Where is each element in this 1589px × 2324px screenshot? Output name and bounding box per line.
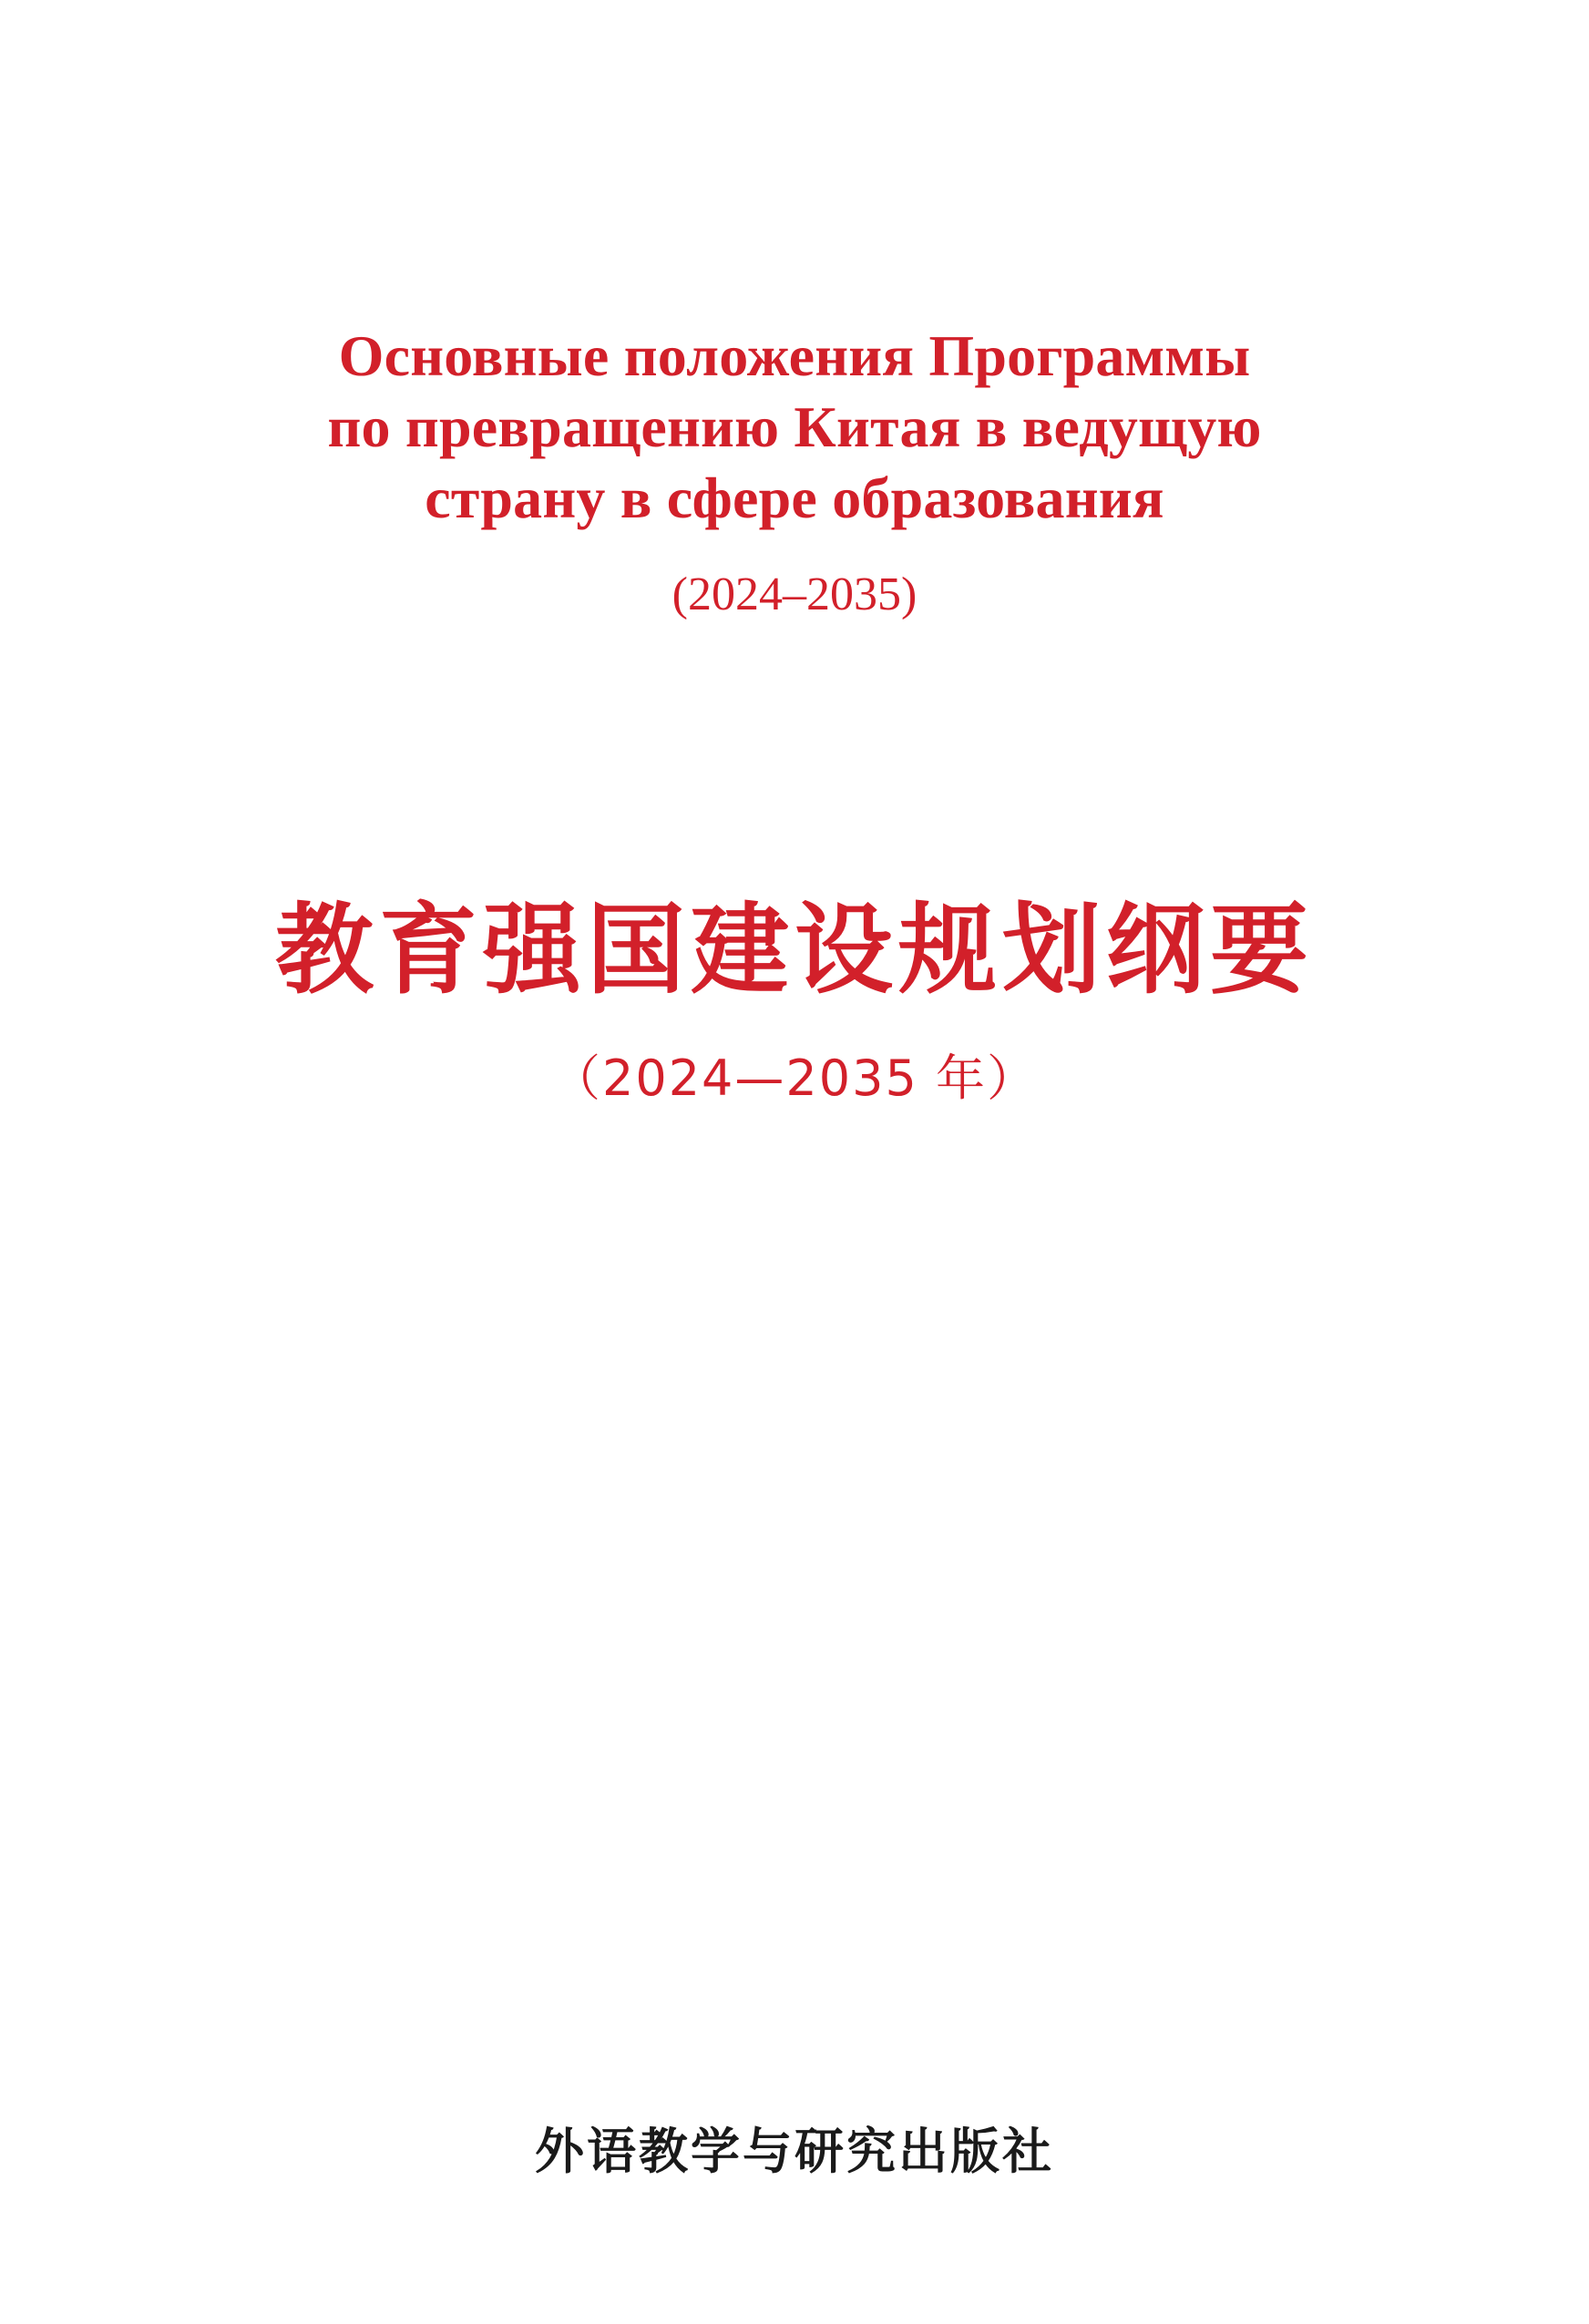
chinese-title-block <box>0 893 1589 1110</box>
russian-title-block <box>0 321 1589 620</box>
russian-year-range: (2024–2035) <box>671 568 918 621</box>
russian-title-line-1: Основные положения Программы <box>338 323 1251 388</box>
russian-title-line-3: страну в сфере образования <box>425 466 1164 531</box>
chinese-title: 教育强国建设规划纲要 <box>274 894 1314 1008</box>
publisher-name: 外语教学与研究出版社 <box>535 2123 1054 2180</box>
chinese-year-range: （2024—2035 年） <box>550 1049 1039 1108</box>
russian-title-line-2: по превращению Китая в ведущую <box>327 394 1262 460</box>
